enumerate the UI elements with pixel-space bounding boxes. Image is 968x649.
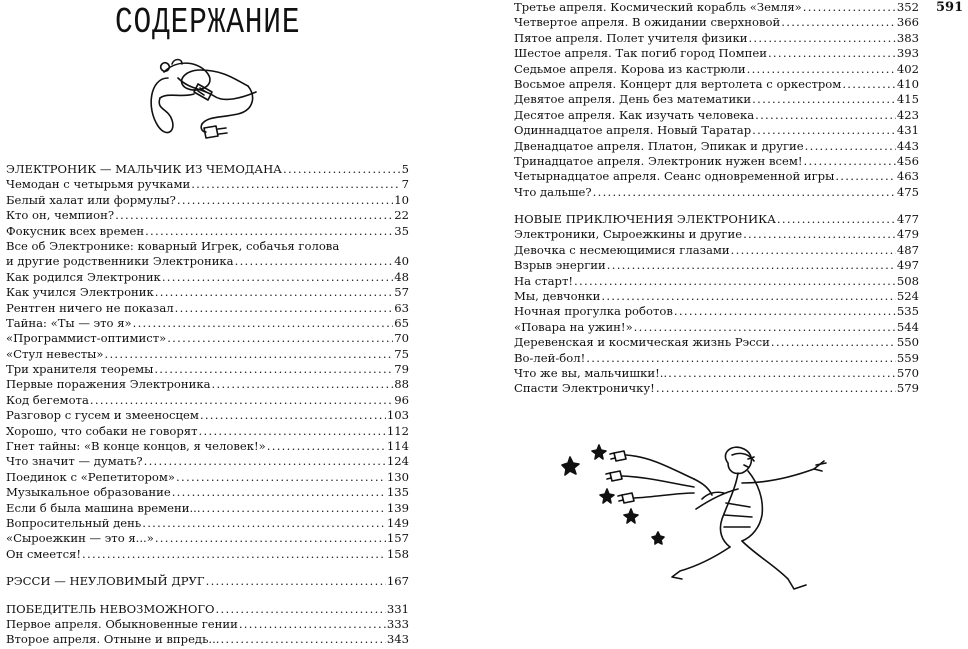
- toc-title: Тринадцатое апреля. Электроник нужен всем!: [514, 153, 803, 168]
- toc-title: Что же вы, мальчишки!..: [514, 365, 668, 380]
- dot-leader: [842, 77, 896, 92]
- dot-leader: [593, 185, 896, 200]
- toc-entry-first-line[interactable]: [6, 239, 409, 254]
- toc-entry[interactable]: [514, 335, 919, 350]
- toc-title: Что дальше?: [514, 184, 592, 199]
- toc-title: и другие родственники Электроника: [6, 254, 234, 269]
- dot-leader: [743, 227, 896, 242]
- dot-leader: [634, 320, 896, 335]
- toc-entry[interactable]: [6, 424, 409, 439]
- toc-entry[interactable]: [6, 470, 409, 485]
- toc-title: Восьмое апреля. Концерт для вертолета с оркестром: [514, 76, 842, 91]
- dot-leader: [155, 531, 386, 546]
- toc-title: Тайна: «Ты — это я»: [6, 315, 132, 330]
- toc-title: Хорошо, что собаки не говорят: [6, 423, 198, 438]
- dot-leader: [267, 439, 386, 454]
- toc-page: 559: [896, 350, 919, 365]
- toc-entry[interactable]: [514, 274, 919, 289]
- toc-title: Он смеется!: [6, 546, 82, 561]
- toc-page: 477: [896, 212, 919, 227]
- toc-page: 579: [896, 381, 919, 396]
- toc-title: Двенадцатое апреля. Платон, Эпикак и другие: [514, 138, 804, 153]
- toc-page: 48: [394, 269, 409, 284]
- dot-leader: [804, 154, 896, 169]
- toc-title: Во-лей-бол!: [514, 350, 586, 365]
- toc-page: 135: [386, 485, 409, 500]
- toc-page: 112: [386, 423, 409, 438]
- toc-entry[interactable]: [6, 454, 409, 469]
- toc-entry[interactable]: [514, 123, 919, 138]
- toc-page: 343: [386, 632, 409, 647]
- page-number: 591: [936, 0, 964, 15]
- toc-entry[interactable]: [6, 485, 409, 500]
- toc-entry[interactable]: [514, 139, 919, 154]
- toc-entry[interactable]: [6, 193, 409, 208]
- toc-page: 570: [896, 365, 919, 380]
- section-gap: [6, 562, 409, 574]
- toc-entry[interactable]: [514, 108, 919, 123]
- toc-title: «Стул невесты»: [6, 346, 104, 361]
- toc-entry[interactable]: [514, 31, 919, 46]
- toc-page: 550: [896, 335, 919, 350]
- toc-title: «Сыроежкин — это я...»: [6, 531, 154, 546]
- toc-title: Поединок с «Репетитором»: [6, 469, 176, 484]
- toc-title: Разговор с гусем и змееносцем: [6, 408, 199, 423]
- toc-section-heading[interactable]: [6, 574, 409, 589]
- toc-entry[interactable]: [514, 46, 919, 61]
- dot-leader: [144, 454, 386, 469]
- toc-entry[interactable]: [514, 77, 919, 92]
- toc-page: 157: [386, 531, 409, 546]
- toc-entry[interactable]: [6, 531, 409, 546]
- toc-page: 535: [896, 304, 919, 319]
- toc-title: Вопросительный день: [6, 515, 142, 530]
- toc-entry[interactable]: [514, 320, 919, 335]
- toc-title: Деревенская и космическая жизнь Рэсси: [514, 335, 770, 350]
- dot-leader: [768, 46, 896, 61]
- dot-leader: [586, 351, 896, 366]
- toc-entry[interactable]: [514, 304, 919, 319]
- toc-right-column: [514, 0, 919, 397]
- dot-leader: [731, 243, 896, 258]
- toc-page: 497: [896, 258, 919, 273]
- toc-entry[interactable]: [6, 547, 409, 562]
- dot-leader: [283, 162, 401, 177]
- toc-entry[interactable]: [514, 154, 919, 169]
- toc-title: Десятое апреля. Как изучать человека: [514, 107, 755, 122]
- toc-page: 63: [394, 300, 409, 315]
- toc-entry[interactable]: [6, 393, 409, 408]
- toc-title: Рентген ничего не показал: [6, 300, 174, 315]
- toc-entry[interactable]: [6, 362, 409, 377]
- dot-leader: [82, 547, 386, 562]
- dot-leader: [145, 224, 393, 239]
- toc-page: 456: [896, 153, 919, 168]
- dot-leader: [752, 123, 896, 138]
- toc-title: На старт!: [514, 273, 574, 288]
- dot-leader: [656, 381, 896, 396]
- toc-page: 423: [896, 107, 919, 122]
- toc-title: Спасти Электроничку!: [514, 381, 655, 396]
- dot-leader: [747, 62, 896, 77]
- toc-entry[interactable]: [6, 617, 409, 632]
- dot-leader: [235, 254, 394, 269]
- toc-title: ЭЛЕКТРОНИК — МАЛЬЧИК ИЗ ЧЕМОДАНА: [6, 162, 282, 176]
- toc-entry[interactable]: [6, 331, 409, 346]
- dot-leader: [142, 516, 386, 531]
- toc-entry[interactable]: [6, 177, 409, 192]
- toc-page: 7: [401, 177, 409, 192]
- toc-page: 79: [394, 362, 409, 377]
- toc-title: Одиннадцатое апреля. Новый Таратар: [514, 123, 752, 138]
- toc-page: 158: [386, 546, 409, 561]
- toc-title: Чемодан с четырьмя ручками: [6, 177, 191, 192]
- toc-page: 475: [896, 184, 919, 199]
- toc-page: 402: [896, 61, 919, 76]
- dot-leader: [175, 301, 394, 316]
- dot-leader: [191, 177, 400, 192]
- toc-page: 88: [394, 377, 409, 392]
- toc-page: 5: [401, 162, 409, 176]
- toc-title: РЭССИ — НЕУЛОВИМЫЙ ДРУГ: [6, 574, 205, 589]
- toc-title: Девятое апреля. День без математики: [514, 92, 752, 107]
- toc-page: 70: [394, 331, 409, 346]
- toc-entry[interactable]: [6, 439, 409, 454]
- toc-page: 366: [896, 15, 919, 30]
- dot-leader: [574, 274, 896, 289]
- toc-title: Четвертое апреля. В ожидании сверхновой: [514, 15, 781, 30]
- dot-leader: [200, 408, 386, 423]
- dot-leader: [104, 347, 393, 362]
- dot-leader: [755, 108, 896, 123]
- toc-title: Девочка с несмеющимися глазами: [514, 242, 730, 257]
- toc-entry[interactable]: [6, 254, 409, 269]
- toc-title: НОВЫЕ ПРИКЛЮЧЕНИЯ ЭЛЕКТРОНИКА: [514, 212, 776, 227]
- toc-page: 139: [386, 500, 409, 515]
- toc-page: 352: [896, 0, 919, 14]
- toc-entry[interactable]: [6, 347, 409, 362]
- toc-title: Как родился Электроник: [6, 269, 161, 284]
- toc-title: Белый халат или формулы?: [6, 192, 176, 207]
- toc-page: 479: [896, 227, 919, 242]
- toc-entry[interactable]: [514, 227, 919, 242]
- toc-page: 508: [896, 273, 919, 288]
- toc-entry[interactable]: [514, 351, 919, 366]
- dot-leader: [172, 485, 386, 500]
- page-title: СОДЕРЖАНИЕ: [115, 2, 301, 43]
- toc-title: Четырнадцатое апреля. Сеанс одновременной игры: [514, 169, 835, 184]
- dot-leader: [220, 632, 385, 647]
- toc-entry[interactable]: [514, 366, 919, 381]
- toc-title: Третье апреля. Космический корабль «Земля»: [514, 0, 802, 14]
- toc-entry[interactable]: [514, 15, 919, 30]
- toc-entry[interactable]: [6, 301, 409, 316]
- toc-entry[interactable]: [6, 632, 409, 647]
- dot-leader: [199, 424, 386, 439]
- toc-entry[interactable]: [514, 185, 919, 200]
- dot-leader: [216, 602, 386, 617]
- dot-leader: [176, 470, 386, 485]
- toc-page: 130: [386, 469, 409, 484]
- toc-entry[interactable]: [6, 408, 409, 423]
- toc-page: 415: [896, 92, 919, 107]
- toc-page: 463: [896, 169, 919, 184]
- toc-title: Седьмое апреля. Корова из кастрюли: [514, 61, 746, 76]
- toc-title: Гнет тайны: «В конце концов, я человек!»: [6, 439, 266, 454]
- dot-leader: [133, 316, 394, 331]
- toc-title: Взрыв энергии: [514, 258, 606, 273]
- toc-page: 544: [896, 319, 919, 334]
- dot-leader: [212, 377, 394, 392]
- dot-leader: [239, 617, 386, 632]
- toc-title: Пятое апреля. Полет учителя физики: [514, 30, 748, 45]
- dot-leader: [781, 15, 896, 30]
- toc-title: Ночная прогулка роботов: [514, 304, 673, 319]
- toc-title: Как учился Электроник: [6, 285, 154, 300]
- toc-left-column: [6, 162, 409, 648]
- dot-leader: [206, 574, 386, 589]
- toc-title: Первые поражения Электроника: [6, 377, 211, 392]
- toc-section-heading[interactable]: [514, 212, 919, 227]
- toc-page: 10: [394, 192, 409, 207]
- running-boy-illustration: [552, 443, 852, 613]
- toc-title: Что значит — думать?: [6, 454, 143, 469]
- dot-leader: [90, 393, 393, 408]
- toc-page: 40: [394, 254, 409, 269]
- dot-leader: [674, 304, 896, 319]
- toc-title: Кто он, чемпион?: [6, 208, 115, 223]
- section-gap: [514, 200, 919, 212]
- toc-page: 22: [394, 208, 409, 223]
- toc-title: Второе апреля. Отныне и впредь...: [6, 632, 220, 647]
- toc-page: 383: [896, 30, 919, 45]
- dot-leader: [115, 208, 393, 223]
- toc-page: 393: [896, 46, 919, 61]
- cable-plug-illustration: [138, 48, 268, 148]
- toc-section-heading[interactable]: [6, 602, 409, 617]
- toc-section-heading[interactable]: [6, 162, 409, 177]
- toc-page: 96: [394, 392, 409, 407]
- toc-page: 65: [394, 315, 409, 330]
- dot-leader: [167, 331, 393, 346]
- dot-leader: [601, 289, 896, 304]
- toc-title: Если б была машина времени...: [6, 500, 201, 515]
- toc-entry[interactable]: [514, 0, 919, 15]
- toc-title: «Программист-оптимист»: [6, 331, 167, 346]
- toc-entry[interactable]: [6, 316, 409, 331]
- dot-leader: [777, 212, 896, 227]
- toc-page: 487: [896, 242, 919, 257]
- toc-page: 524: [896, 289, 919, 304]
- toc-entry[interactable]: [514, 258, 919, 273]
- toc-page: 57: [394, 285, 409, 300]
- dot-leader: [748, 31, 895, 46]
- toc-title: Все об Электронике: коварный Игрек, собачья голова: [6, 238, 340, 253]
- toc-entry[interactable]: [6, 224, 409, 239]
- toc-entry[interactable]: [514, 243, 919, 258]
- toc-entry[interactable]: [6, 208, 409, 223]
- toc-page: 124: [386, 454, 409, 469]
- toc-page: 167: [386, 574, 409, 589]
- toc-page: 333: [386, 616, 409, 631]
- dot-leader: [752, 92, 896, 107]
- toc-page: 331: [386, 601, 409, 616]
- toc-title: Код бегемота: [6, 392, 89, 407]
- toc-entry[interactable]: [514, 381, 919, 396]
- toc-page: 75: [394, 346, 409, 361]
- dot-leader: [835, 169, 896, 184]
- section-gap: [6, 590, 409, 602]
- dot-leader: [177, 193, 393, 208]
- toc-entry[interactable]: [514, 169, 919, 184]
- toc-page: 410: [896, 76, 919, 91]
- toc-page: 103: [386, 408, 409, 423]
- dot-leader: [155, 285, 393, 300]
- dot-leader: [805, 139, 896, 154]
- toc-entry[interactable]: [6, 285, 409, 300]
- toc-page: 149: [386, 515, 409, 530]
- toc-title: Три хранителя теоремы: [6, 362, 154, 377]
- toc-title: Шестое апреля. Так погиб город Помпеи: [514, 46, 767, 61]
- toc-entry[interactable]: [6, 270, 409, 285]
- toc-title: Мы, девчонки: [514, 289, 601, 304]
- toc-title: ПОБЕДИТЕЛЬ НЕВОЗМОЖНОГО: [6, 601, 215, 616]
- toc-entry[interactable]: [514, 62, 919, 77]
- toc-page: 35: [394, 223, 409, 238]
- toc-title: «Повара на ужин!»: [514, 319, 633, 334]
- dot-leader: [202, 501, 386, 516]
- dot-leader: [771, 335, 896, 350]
- toc-page: 431: [896, 123, 919, 138]
- dot-leader: [668, 366, 896, 381]
- toc-entry[interactable]: [514, 289, 919, 304]
- dot-leader: [607, 258, 896, 273]
- toc-title: Фокусник всех времен: [6, 223, 145, 238]
- toc-title: Первое апреля. Обыкновенные гении: [6, 616, 238, 631]
- dot-leader: [162, 270, 393, 285]
- toc-page: 114: [386, 439, 409, 454]
- toc-title: Музыкальное образование: [6, 485, 171, 500]
- dot-leader: [803, 0, 896, 15]
- toc-page: 443: [896, 138, 919, 153]
- dot-leader: [154, 362, 393, 377]
- toc-entry[interactable]: [6, 501, 409, 516]
- toc-entry[interactable]: [6, 377, 409, 392]
- toc-title: Электроники, Сыроежкины и другие: [514, 227, 743, 242]
- toc-entry[interactable]: [6, 516, 409, 531]
- toc-entry[interactable]: [514, 92, 919, 107]
